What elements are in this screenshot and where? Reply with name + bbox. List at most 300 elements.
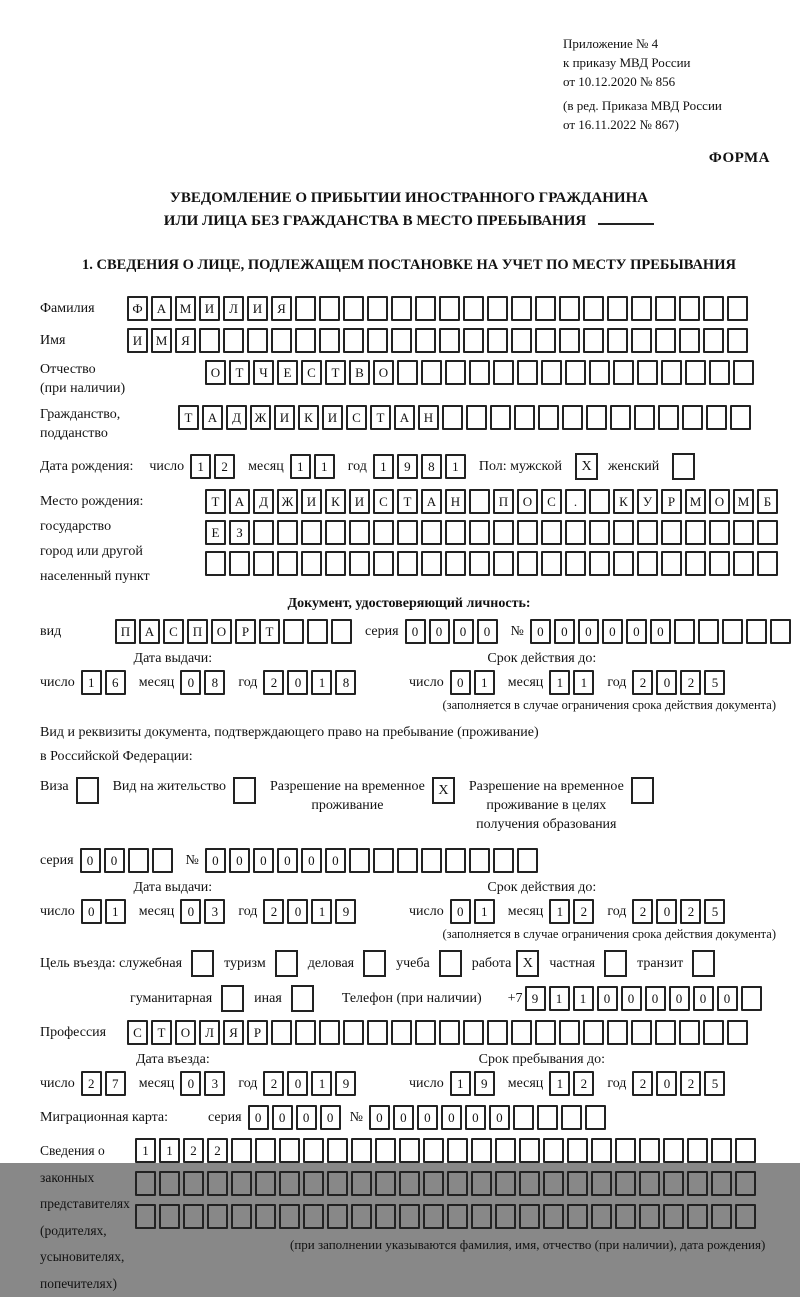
char-cell[interactable]	[375, 1171, 396, 1196]
char-cell[interactable]	[687, 1138, 708, 1163]
char-cell[interactable]	[303, 1171, 324, 1196]
char-cell[interactable]	[661, 520, 682, 545]
char-cell[interactable]	[631, 328, 652, 353]
char-cell[interactable]	[631, 296, 652, 321]
char-cell[interactable]	[231, 1171, 252, 1196]
char-cell[interactable]	[253, 551, 274, 576]
char-cell[interactable]	[711, 1171, 732, 1196]
char-cell[interactable]	[586, 405, 607, 430]
char-cell[interactable]: Т	[259, 619, 280, 644]
char-cell[interactable]	[674, 619, 695, 644]
char-cell[interactable]: А	[151, 296, 172, 321]
residence-permit-checkbox[interactable]	[233, 777, 256, 804]
char-cell[interactable]	[397, 848, 418, 873]
char-cell[interactable]	[490, 405, 511, 430]
char-cell[interactable]	[615, 1204, 636, 1229]
char-cell[interactable]	[487, 328, 508, 353]
char-cell[interactable]	[397, 360, 418, 385]
char-cell[interactable]: 0	[578, 619, 599, 644]
char-cell[interactable]: 1	[311, 899, 332, 924]
char-cell[interactable]: 2	[632, 899, 653, 924]
char-cell[interactable]: 1	[311, 670, 332, 695]
char-cell[interactable]	[183, 1171, 204, 1196]
char-cell[interactable]	[517, 848, 538, 873]
char-cell[interactable]	[415, 296, 436, 321]
char-cell[interactable]	[128, 848, 149, 873]
char-cell[interactable]	[375, 1138, 396, 1163]
char-cell[interactable]: Т	[178, 405, 199, 430]
char-cell[interactable]	[709, 360, 730, 385]
char-cell[interactable]: Т	[205, 489, 226, 514]
char-cell[interactable]: Л	[199, 1020, 220, 1045]
purpose-business-checkbox[interactable]	[363, 950, 386, 977]
char-cell[interactable]	[277, 520, 298, 545]
char-cell[interactable]	[351, 1204, 372, 1229]
char-cell[interactable]: 2	[183, 1138, 204, 1163]
char-cell[interactable]: 0	[180, 670, 201, 695]
char-cell[interactable]: Н	[418, 405, 439, 430]
char-cell[interactable]: Б	[757, 489, 778, 514]
char-cell[interactable]: 2	[680, 899, 701, 924]
char-cell[interactable]	[709, 520, 730, 545]
char-cell[interactable]: 0	[489, 1105, 510, 1130]
char-cell[interactable]	[493, 520, 514, 545]
char-cell[interactable]	[445, 520, 466, 545]
char-cell[interactable]	[423, 1204, 444, 1229]
char-cell[interactable]	[445, 360, 466, 385]
char-cell[interactable]	[487, 296, 508, 321]
char-cell[interactable]: 0	[621, 986, 642, 1011]
female-checkbox[interactable]	[672, 453, 695, 480]
char-cell[interactable]: .	[565, 489, 586, 514]
char-cell[interactable]	[703, 296, 724, 321]
char-cell[interactable]	[735, 1138, 756, 1163]
char-cell[interactable]	[183, 1204, 204, 1229]
char-cell[interactable]	[585, 1105, 606, 1130]
char-cell[interactable]	[562, 405, 583, 430]
char-cell[interactable]: 1	[573, 986, 594, 1011]
char-cell[interactable]: З	[229, 520, 250, 545]
char-cell[interactable]	[655, 328, 676, 353]
char-cell[interactable]: И	[349, 489, 370, 514]
purpose-humanitarian-checkbox[interactable]	[221, 985, 244, 1012]
char-cell[interactable]: К	[613, 489, 634, 514]
char-cell[interactable]	[607, 296, 628, 321]
char-cell[interactable]	[517, 551, 538, 576]
char-cell[interactable]: К	[298, 405, 319, 430]
char-cell[interactable]: 1	[290, 454, 311, 479]
char-cell[interactable]	[447, 1171, 468, 1196]
char-cell[interactable]	[610, 405, 631, 430]
char-cell[interactable]	[517, 520, 538, 545]
char-cell[interactable]	[679, 1020, 700, 1045]
char-cell[interactable]: О	[175, 1020, 196, 1045]
char-cell[interactable]: 0	[248, 1105, 269, 1130]
char-cell[interactable]	[535, 328, 556, 353]
char-cell[interactable]	[559, 296, 580, 321]
char-cell[interactable]	[343, 328, 364, 353]
char-cell[interactable]: 2	[81, 1071, 102, 1096]
char-cell[interactable]: О	[373, 360, 394, 385]
char-cell[interactable]: 9	[335, 1071, 356, 1096]
char-cell[interactable]	[561, 1105, 582, 1130]
char-cell[interactable]	[469, 489, 490, 514]
char-cell[interactable]: М	[685, 489, 706, 514]
char-cell[interactable]	[319, 328, 340, 353]
char-cell[interactable]	[253, 520, 274, 545]
char-cell[interactable]	[613, 360, 634, 385]
char-cell[interactable]	[615, 1171, 636, 1196]
char-cell[interactable]: Н	[445, 489, 466, 514]
char-cell[interactable]	[513, 1105, 534, 1130]
char-cell[interactable]	[303, 1138, 324, 1163]
char-cell[interactable]	[303, 1204, 324, 1229]
char-cell[interactable]	[367, 296, 388, 321]
char-cell[interactable]	[535, 296, 556, 321]
char-cell[interactable]: С	[373, 489, 394, 514]
char-cell[interactable]	[607, 328, 628, 353]
char-cell[interactable]: 0	[554, 619, 575, 644]
char-cell[interactable]	[439, 296, 460, 321]
char-cell[interactable]: П	[187, 619, 208, 644]
char-cell[interactable]	[706, 405, 727, 430]
purpose-private-checkbox[interactable]	[604, 950, 627, 977]
char-cell[interactable]	[247, 328, 268, 353]
char-cell[interactable]: О	[211, 619, 232, 644]
char-cell[interactable]	[567, 1204, 588, 1229]
char-cell[interactable]: 1	[159, 1138, 180, 1163]
char-cell[interactable]	[343, 1020, 364, 1045]
char-cell[interactable]	[421, 520, 442, 545]
char-cell[interactable]	[517, 360, 538, 385]
char-cell[interactable]: 1	[314, 454, 335, 479]
char-cell[interactable]: Ч	[253, 360, 274, 385]
char-cell[interactable]: 6	[105, 670, 126, 695]
char-cell[interactable]: П	[115, 619, 136, 644]
char-cell[interactable]: 0	[253, 848, 274, 873]
char-cell[interactable]	[727, 296, 748, 321]
char-cell[interactable]: 2	[680, 1071, 701, 1096]
char-cell[interactable]: 2	[680, 670, 701, 695]
char-cell[interactable]	[733, 360, 754, 385]
char-cell[interactable]: Е	[277, 360, 298, 385]
char-cell[interactable]: 9	[525, 986, 546, 1011]
char-cell[interactable]	[207, 1204, 228, 1229]
char-cell[interactable]: И	[247, 296, 268, 321]
char-cell[interactable]: 1	[450, 1071, 471, 1096]
char-cell[interactable]: 0	[104, 848, 125, 873]
char-cell[interactable]	[415, 328, 436, 353]
char-cell[interactable]: Ж	[250, 405, 271, 430]
char-cell[interactable]: 0	[405, 619, 426, 644]
char-cell[interactable]	[733, 551, 754, 576]
char-cell[interactable]: Т	[229, 360, 250, 385]
char-cell[interactable]	[543, 1138, 564, 1163]
char-cell[interactable]: 1	[549, 1071, 570, 1096]
char-cell[interactable]: Р	[247, 1020, 268, 1045]
char-cell[interactable]	[301, 520, 322, 545]
char-cell[interactable]	[613, 551, 634, 576]
char-cell[interactable]	[375, 1204, 396, 1229]
char-cell[interactable]	[511, 296, 532, 321]
char-cell[interactable]: 0	[669, 986, 690, 1011]
char-cell[interactable]	[391, 296, 412, 321]
temp-permit-checkbox[interactable]: X	[432, 777, 455, 804]
char-cell[interactable]: 1	[190, 454, 211, 479]
char-cell[interactable]	[565, 360, 586, 385]
char-cell[interactable]	[487, 1020, 508, 1045]
char-cell[interactable]: Т	[397, 489, 418, 514]
char-cell[interactable]	[421, 551, 442, 576]
char-cell[interactable]	[295, 296, 316, 321]
char-cell[interactable]: У	[637, 489, 658, 514]
char-cell[interactable]: 2	[573, 1071, 594, 1096]
char-cell[interactable]	[591, 1171, 612, 1196]
char-cell[interactable]	[658, 405, 679, 430]
char-cell[interactable]: Я	[175, 328, 196, 353]
char-cell[interactable]	[471, 1204, 492, 1229]
char-cell[interactable]	[439, 328, 460, 353]
char-cell[interactable]: А	[394, 405, 415, 430]
char-cell[interactable]: Е	[205, 520, 226, 545]
char-cell[interactable]: М	[175, 296, 196, 321]
char-cell[interactable]	[135, 1171, 156, 1196]
char-cell[interactable]: 9	[397, 454, 418, 479]
char-cell[interactable]: 1	[445, 454, 466, 479]
char-cell[interactable]: 0	[301, 848, 322, 873]
char-cell[interactable]: Ф	[127, 296, 148, 321]
char-cell[interactable]: 1	[373, 454, 394, 479]
char-cell[interactable]: 2	[263, 899, 284, 924]
char-cell[interactable]: 0	[205, 848, 226, 873]
char-cell[interactable]	[727, 328, 748, 353]
char-cell[interactable]	[730, 405, 751, 430]
char-cell[interactable]: Т	[370, 405, 391, 430]
char-cell[interactable]: И	[127, 328, 148, 353]
char-cell[interactable]: 0	[417, 1105, 438, 1130]
char-cell[interactable]	[639, 1171, 660, 1196]
char-cell[interactable]	[295, 328, 316, 353]
char-cell[interactable]: 1	[311, 1071, 332, 1096]
char-cell[interactable]: 0	[229, 848, 250, 873]
char-cell[interactable]: 2	[207, 1138, 228, 1163]
char-cell[interactable]	[757, 520, 778, 545]
char-cell[interactable]	[319, 1020, 340, 1045]
char-cell[interactable]: 0	[80, 848, 101, 873]
char-cell[interactable]: 3	[204, 1071, 225, 1096]
char-cell[interactable]: К	[325, 489, 346, 514]
char-cell[interactable]	[331, 619, 352, 644]
char-cell[interactable]: 1	[474, 899, 495, 924]
char-cell[interactable]	[283, 619, 304, 644]
char-cell[interactable]	[685, 360, 706, 385]
char-cell[interactable]	[231, 1138, 252, 1163]
char-cell[interactable]: 0	[656, 1071, 677, 1096]
char-cell[interactable]	[634, 405, 655, 430]
char-cell[interactable]	[589, 520, 610, 545]
char-cell[interactable]	[279, 1204, 300, 1229]
purpose-work-checkbox[interactable]: X	[516, 950, 539, 977]
char-cell[interactable]	[583, 1020, 604, 1045]
char-cell[interactable]	[307, 619, 328, 644]
char-cell[interactable]: Л	[223, 296, 244, 321]
char-cell[interactable]: С	[346, 405, 367, 430]
char-cell[interactable]	[319, 296, 340, 321]
char-cell[interactable]: 5	[704, 899, 725, 924]
char-cell[interactable]	[367, 1020, 388, 1045]
char-cell[interactable]	[541, 551, 562, 576]
char-cell[interactable]	[255, 1204, 276, 1229]
char-cell[interactable]	[682, 405, 703, 430]
char-cell[interactable]	[567, 1138, 588, 1163]
char-cell[interactable]	[711, 1138, 732, 1163]
char-cell[interactable]	[687, 1171, 708, 1196]
char-cell[interactable]: Т	[151, 1020, 172, 1045]
char-cell[interactable]	[711, 1204, 732, 1229]
char-cell[interactable]	[439, 1020, 460, 1045]
char-cell[interactable]: 0	[453, 619, 474, 644]
char-cell[interactable]: Ж	[277, 489, 298, 514]
char-cell[interactable]	[495, 1171, 516, 1196]
char-cell[interactable]	[637, 360, 658, 385]
char-cell[interactable]	[423, 1138, 444, 1163]
char-cell[interactable]	[607, 1020, 628, 1045]
char-cell[interactable]: 9	[474, 1071, 495, 1096]
char-cell[interactable]	[471, 1171, 492, 1196]
char-cell[interactable]: С	[163, 619, 184, 644]
male-checkbox[interactable]: X	[575, 453, 598, 480]
char-cell[interactable]: Д	[253, 489, 274, 514]
char-cell[interactable]: 1	[573, 670, 594, 695]
char-cell[interactable]	[445, 551, 466, 576]
char-cell[interactable]: С	[541, 489, 562, 514]
char-cell[interactable]: 0	[325, 848, 346, 873]
char-cell[interactable]	[463, 328, 484, 353]
char-cell[interactable]: М	[733, 489, 754, 514]
char-cell[interactable]	[469, 520, 490, 545]
char-cell[interactable]	[589, 551, 610, 576]
char-cell[interactable]: 7	[105, 1071, 126, 1096]
char-cell[interactable]: 2	[632, 1071, 653, 1096]
char-cell[interactable]	[207, 1171, 228, 1196]
char-cell[interactable]	[327, 1171, 348, 1196]
char-cell[interactable]: 0	[441, 1105, 462, 1130]
char-cell[interactable]	[514, 405, 535, 430]
char-cell[interactable]: Я	[271, 296, 292, 321]
char-cell[interactable]	[469, 360, 490, 385]
char-cell[interactable]: 0	[450, 899, 471, 924]
char-cell[interactable]	[537, 1105, 558, 1130]
char-cell[interactable]	[351, 1138, 372, 1163]
char-cell[interactable]: 2	[263, 670, 284, 695]
char-cell[interactable]: Я	[223, 1020, 244, 1045]
char-cell[interactable]: М	[151, 328, 172, 353]
char-cell[interactable]	[159, 1204, 180, 1229]
char-cell[interactable]	[615, 1138, 636, 1163]
char-cell[interactable]	[655, 296, 676, 321]
char-cell[interactable]	[325, 520, 346, 545]
char-cell[interactable]	[727, 1020, 748, 1045]
char-cell[interactable]	[399, 1171, 420, 1196]
char-cell[interactable]: 2	[214, 454, 235, 479]
char-cell[interactable]	[735, 1171, 756, 1196]
char-cell[interactable]	[543, 1204, 564, 1229]
char-cell[interactable]	[343, 296, 364, 321]
char-cell[interactable]: 0	[272, 1105, 293, 1130]
char-cell[interactable]: 0	[369, 1105, 390, 1130]
char-cell[interactable]: 1	[549, 670, 570, 695]
char-cell[interactable]	[391, 328, 412, 353]
purpose-study-checkbox[interactable]	[439, 950, 462, 977]
char-cell[interactable]	[541, 360, 562, 385]
char-cell[interactable]: 0	[287, 1071, 308, 1096]
char-cell[interactable]	[543, 1171, 564, 1196]
char-cell[interactable]: С	[301, 360, 322, 385]
char-cell[interactable]: А	[202, 405, 223, 430]
char-cell[interactable]	[279, 1171, 300, 1196]
char-cell[interactable]	[397, 551, 418, 576]
char-cell[interactable]: Р	[661, 489, 682, 514]
char-cell[interactable]: 0	[717, 986, 738, 1011]
char-cell[interactable]: 0	[602, 619, 623, 644]
char-cell[interactable]	[655, 1020, 676, 1045]
char-cell[interactable]: О	[205, 360, 226, 385]
char-cell[interactable]	[277, 551, 298, 576]
char-cell[interactable]	[495, 1138, 516, 1163]
char-cell[interactable]: 0	[296, 1105, 317, 1130]
char-cell[interactable]	[159, 1171, 180, 1196]
char-cell[interactable]	[519, 1138, 540, 1163]
char-cell[interactable]	[741, 986, 762, 1011]
char-cell[interactable]: О	[709, 489, 730, 514]
char-cell[interactable]	[703, 1020, 724, 1045]
char-cell[interactable]: 5	[704, 670, 725, 695]
char-cell[interactable]: 0	[277, 848, 298, 873]
char-cell[interactable]	[613, 520, 634, 545]
char-cell[interactable]	[415, 1020, 436, 1045]
char-cell[interactable]	[447, 1204, 468, 1229]
char-cell[interactable]	[735, 1204, 756, 1229]
char-cell[interactable]: 2	[263, 1071, 284, 1096]
char-cell[interactable]: 0	[626, 619, 647, 644]
char-cell[interactable]	[469, 848, 490, 873]
char-cell[interactable]: И	[322, 405, 343, 430]
char-cell[interactable]	[637, 551, 658, 576]
char-cell[interactable]: О	[517, 489, 538, 514]
char-cell[interactable]: 8	[204, 670, 225, 695]
char-cell[interactable]: 0	[477, 619, 498, 644]
char-cell[interactable]: 0	[530, 619, 551, 644]
char-cell[interactable]	[447, 1138, 468, 1163]
char-cell[interactable]	[493, 551, 514, 576]
char-cell[interactable]: Т	[325, 360, 346, 385]
purpose-transit-checkbox[interactable]	[692, 950, 715, 977]
char-cell[interactable]: 2	[573, 899, 594, 924]
char-cell[interactable]: 1	[549, 986, 570, 1011]
char-cell[interactable]	[229, 551, 250, 576]
char-cell[interactable]: 0	[429, 619, 450, 644]
char-cell[interactable]	[565, 551, 586, 576]
char-cell[interactable]	[327, 1204, 348, 1229]
char-cell[interactable]: И	[199, 296, 220, 321]
char-cell[interactable]	[538, 405, 559, 430]
char-cell[interactable]: 0	[450, 670, 471, 695]
char-cell[interactable]	[493, 360, 514, 385]
char-cell[interactable]	[639, 1138, 660, 1163]
char-cell[interactable]	[559, 1020, 580, 1045]
char-cell[interactable]: П	[493, 489, 514, 514]
char-cell[interactable]	[637, 520, 658, 545]
